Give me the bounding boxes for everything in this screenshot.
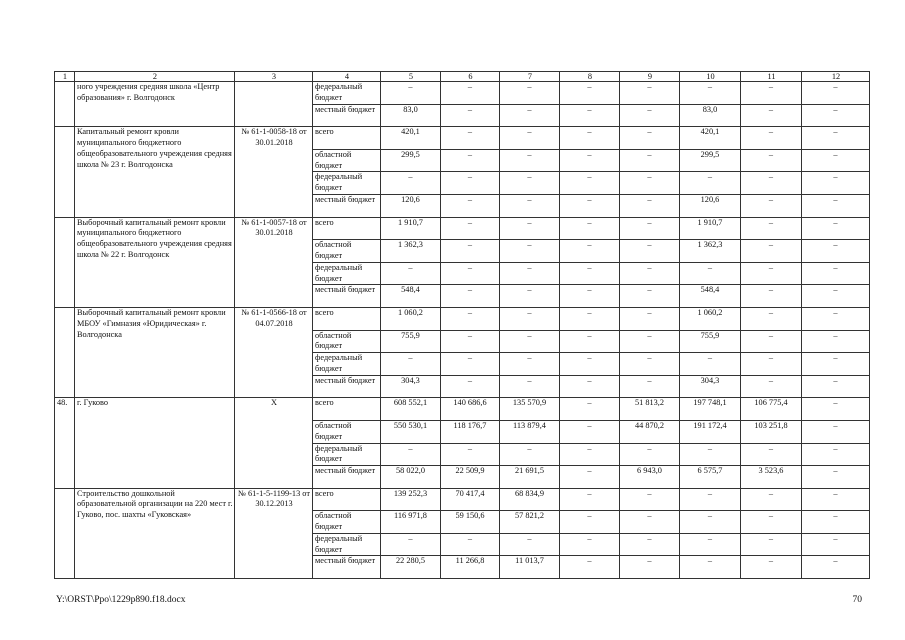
value-cell: –	[680, 556, 741, 579]
value-cell: –	[680, 488, 741, 511]
value-cell: –	[441, 172, 500, 195]
value-cell: –	[620, 104, 680, 127]
value-cell: –	[500, 127, 560, 150]
value-cell: 6 943,0	[620, 466, 680, 489]
value-cell: –	[381, 172, 441, 195]
column-header: 2	[75, 72, 235, 82]
value-cell: –	[381, 353, 441, 376]
funding-source: всего	[313, 488, 381, 511]
value-cell: 299,5	[680, 149, 741, 172]
value-cell: –	[620, 556, 680, 579]
value-cell: –	[741, 285, 802, 308]
footer-file-path: Y:\ORST\Ppo\1229p890.f18.docx	[56, 595, 186, 605]
column-header: 5	[381, 72, 441, 82]
value-cell: 755,9	[381, 330, 441, 353]
value-cell: –	[560, 330, 620, 353]
value-cell: –	[620, 375, 680, 398]
value-cell: –	[802, 104, 870, 127]
funding-source: областной бюджет	[313, 330, 381, 353]
value-cell: –	[741, 82, 802, 105]
value-cell: 103 251,8	[741, 420, 802, 443]
value-cell: –	[741, 353, 802, 376]
value-cell: –	[802, 466, 870, 489]
funding-source: федеральный бюджет	[313, 353, 381, 376]
value-cell: –	[802, 217, 870, 240]
value-cell: –	[500, 330, 560, 353]
value-cell: –	[741, 443, 802, 466]
value-cell: 548,4	[381, 285, 441, 308]
column-header-row	[55, 72, 870, 82]
value-cell: –	[802, 330, 870, 353]
value-cell: –	[802, 398, 870, 421]
value-cell: –	[741, 488, 802, 511]
value-cell: 420,1	[381, 127, 441, 150]
row-number	[55, 488, 75, 578]
value-cell: –	[441, 533, 500, 556]
value-cell: –	[500, 285, 560, 308]
value-cell: –	[802, 488, 870, 511]
funding-source: федеральный бюджет	[313, 443, 381, 466]
column-header: 4	[313, 72, 381, 82]
value-cell: –	[741, 240, 802, 263]
value-cell: 139 252,3	[381, 488, 441, 511]
column-header: 7	[500, 72, 560, 82]
value-cell: –	[620, 240, 680, 263]
object-name: г. Гуково	[75, 398, 235, 488]
value-cell: –	[741, 330, 802, 353]
value-cell: –	[741, 511, 802, 534]
table-row	[55, 217, 870, 240]
value-cell: –	[741, 262, 802, 285]
value-cell: –	[500, 149, 560, 172]
value-cell: –	[441, 149, 500, 172]
value-cell: –	[741, 217, 802, 240]
value-cell: –	[620, 217, 680, 240]
value-cell: –	[741, 172, 802, 195]
value-cell: –	[802, 194, 870, 217]
value-cell: 118 176,7	[441, 420, 500, 443]
value-cell: –	[741, 307, 802, 330]
value-cell: –	[441, 82, 500, 105]
value-cell: 70 417,4	[441, 488, 500, 511]
value-cell: –	[560, 398, 620, 421]
funding-source: всего	[313, 127, 381, 150]
funding-source: местный бюджет	[313, 104, 381, 127]
value-cell: –	[560, 533, 620, 556]
value-cell: –	[441, 443, 500, 466]
table-row	[55, 307, 870, 330]
value-cell: –	[620, 127, 680, 150]
value-cell: 113 879,4	[500, 420, 560, 443]
value-cell: –	[802, 82, 870, 105]
value-cell: –	[560, 262, 620, 285]
value-cell: –	[680, 533, 741, 556]
value-cell: –	[560, 375, 620, 398]
funding-source: областной бюджет	[313, 240, 381, 263]
object-name: ного учреждения средняя школа «Центр образования» г. Волгодонск	[75, 82, 235, 127]
funding-source: всего	[313, 217, 381, 240]
value-cell: 22 509,9	[441, 466, 500, 489]
column-header: 6	[441, 72, 500, 82]
page-number: 70	[852, 595, 862, 605]
value-cell: 1 362,3	[680, 240, 741, 263]
value-cell: –	[680, 82, 741, 105]
value-cell: –	[441, 240, 500, 263]
row-number	[55, 127, 75, 217]
value-cell: –	[381, 82, 441, 105]
value-cell: –	[441, 375, 500, 398]
value-cell: 548,4	[680, 285, 741, 308]
value-cell: –	[560, 127, 620, 150]
value-cell: 191 172,4	[680, 420, 741, 443]
value-cell: –	[560, 285, 620, 308]
value-cell: 420,1	[680, 127, 741, 150]
value-cell: –	[802, 375, 870, 398]
value-cell: 11 013,7	[500, 556, 560, 579]
funding-source: федеральный бюджет	[313, 82, 381, 105]
column-header: 3	[235, 72, 313, 82]
column-header: 8	[560, 72, 620, 82]
row-number	[55, 82, 75, 127]
value-cell: –	[560, 104, 620, 127]
object-name: Капитальный ремонт кровли муниципального бюджетного общеобразовательного учреждения средняя школа № 23 г. Волгодонска	[75, 127, 235, 217]
value-cell: 11 266,8	[441, 556, 500, 579]
value-cell: 3 523,6	[741, 466, 802, 489]
value-cell: –	[620, 82, 680, 105]
value-cell: –	[802, 556, 870, 579]
table-row	[55, 488, 870, 511]
document-number: № 61-1-5-1199-13 от 30.12.2013	[235, 488, 313, 578]
value-cell: –	[500, 307, 560, 330]
object-name: Выборочный капитальный ремонт кровли МБОУ «Гимназия «Юридическая» г. Волгодонска	[75, 307, 235, 397]
funding-source: местный бюджет	[313, 194, 381, 217]
value-cell: –	[560, 443, 620, 466]
value-cell: 57 821,2	[500, 511, 560, 534]
object-name: Строительство дошкольной образовательной организации на 220 мест г. Гуково, пос. шахты «Гуковская»	[75, 488, 235, 578]
value-cell: –	[560, 149, 620, 172]
document-number: № 61-1-0057-18 от 30.01.2018	[235, 217, 313, 307]
value-cell: –	[500, 375, 560, 398]
value-cell: –	[741, 194, 802, 217]
value-cell: 83,0	[680, 104, 741, 127]
value-cell: 120,6	[680, 194, 741, 217]
value-cell: –	[620, 172, 680, 195]
value-cell: –	[560, 172, 620, 195]
funding-source: федеральный бюджет	[313, 533, 381, 556]
value-cell: –	[560, 82, 620, 105]
value-cell: 58 022,0	[381, 466, 441, 489]
value-cell: –	[620, 443, 680, 466]
value-cell: 1 060,2	[680, 307, 741, 330]
value-cell: –	[620, 149, 680, 172]
value-cell: –	[560, 488, 620, 511]
value-cell: –	[500, 353, 560, 376]
value-cell: –	[620, 533, 680, 556]
funding-source: местный бюджет	[313, 466, 381, 489]
budget-table	[54, 71, 870, 579]
value-cell: –	[441, 307, 500, 330]
value-cell: –	[620, 488, 680, 511]
value-cell: –	[441, 104, 500, 127]
value-cell: –	[802, 307, 870, 330]
value-cell: –	[741, 104, 802, 127]
value-cell: –	[500, 240, 560, 263]
value-cell: –	[680, 511, 741, 534]
value-cell: –	[620, 511, 680, 534]
value-cell: 550 530,1	[381, 420, 441, 443]
value-cell: –	[802, 262, 870, 285]
value-cell: –	[680, 443, 741, 466]
table-row	[55, 82, 870, 105]
column-header: 9	[620, 72, 680, 82]
value-cell: 608 552,1	[381, 398, 441, 421]
value-cell: –	[741, 127, 802, 150]
object-name: Выборочный капитальный ремонт кровли муниципального бюджетного общеобразовательного учреждения средняя школа № 22 г. Волгодонск	[75, 217, 235, 307]
value-cell: –	[500, 262, 560, 285]
document-number	[235, 82, 313, 127]
value-cell: –	[381, 443, 441, 466]
value-cell: –	[500, 194, 560, 217]
row-number	[55, 307, 75, 397]
funding-source: областной бюджет	[313, 420, 381, 443]
column-header: 12	[802, 72, 870, 82]
value-cell: –	[500, 443, 560, 466]
value-cell: –	[741, 375, 802, 398]
value-cell: –	[500, 533, 560, 556]
value-cell: –	[741, 149, 802, 172]
value-cell: 51 813,2	[620, 398, 680, 421]
value-cell: –	[802, 127, 870, 150]
value-cell: 304,3	[680, 375, 741, 398]
value-cell: –	[620, 285, 680, 308]
value-cell: 1 910,7	[381, 217, 441, 240]
value-cell: –	[441, 194, 500, 217]
value-cell: –	[802, 420, 870, 443]
value-cell: –	[381, 533, 441, 556]
row-number: 48.	[55, 398, 75, 488]
value-cell: –	[680, 172, 741, 195]
value-cell: –	[680, 353, 741, 376]
value-cell: –	[802, 533, 870, 556]
value-cell: –	[680, 262, 741, 285]
funding-source: местный бюджет	[313, 556, 381, 579]
value-cell: 22 280,5	[381, 556, 441, 579]
value-cell: 304,3	[381, 375, 441, 398]
value-cell: 1 910,7	[680, 217, 741, 240]
funding-source: федеральный бюджет	[313, 262, 381, 285]
value-cell: 116 971,8	[381, 511, 441, 534]
document-number: № 61-1-0566-18 от 04.07.2018	[235, 307, 313, 397]
funding-source: федеральный бюджет	[313, 172, 381, 195]
funding-source: всего	[313, 398, 381, 421]
value-cell: 197 748,1	[680, 398, 741, 421]
value-cell: 106 775,4	[741, 398, 802, 421]
column-header: 1	[55, 72, 75, 82]
value-cell: –	[441, 330, 500, 353]
value-cell: –	[802, 353, 870, 376]
value-cell: –	[441, 353, 500, 376]
value-cell: –	[500, 82, 560, 105]
value-cell: –	[560, 420, 620, 443]
value-cell: –	[500, 217, 560, 240]
value-cell: 44 870,2	[620, 420, 680, 443]
funding-source: областной бюджет	[313, 511, 381, 534]
funding-source: местный бюджет	[313, 285, 381, 308]
value-cell: 120,6	[381, 194, 441, 217]
value-cell: 68 834,9	[500, 488, 560, 511]
table-row	[55, 127, 870, 150]
column-header: 10	[680, 72, 741, 82]
value-cell: –	[560, 217, 620, 240]
value-cell: –	[802, 240, 870, 263]
value-cell: 299,5	[381, 149, 441, 172]
value-cell: –	[620, 262, 680, 285]
value-cell: –	[381, 262, 441, 285]
value-cell: –	[560, 353, 620, 376]
value-cell: 135 570,9	[500, 398, 560, 421]
document-number: X	[235, 398, 313, 488]
value-cell: –	[441, 127, 500, 150]
funding-source: всего	[313, 307, 381, 330]
value-cell: –	[802, 172, 870, 195]
column-header: 11	[741, 72, 802, 82]
value-cell: 21 691,5	[500, 466, 560, 489]
value-cell: –	[620, 330, 680, 353]
document-number: № 61-1-0058-18 от 30.01.2018	[235, 127, 313, 217]
value-cell: 755,9	[680, 330, 741, 353]
value-cell: –	[620, 353, 680, 376]
value-cell: –	[560, 556, 620, 579]
funding-source: местный бюджет	[313, 375, 381, 398]
value-cell: –	[741, 556, 802, 579]
value-cell: 83,0	[381, 104, 441, 127]
value-cell: –	[620, 307, 680, 330]
value-cell: 59 150,6	[441, 511, 500, 534]
value-cell: –	[620, 194, 680, 217]
value-cell: 1 362,3	[381, 240, 441, 263]
value-cell: –	[560, 307, 620, 330]
value-cell: –	[441, 285, 500, 308]
value-cell: –	[802, 511, 870, 534]
value-cell: 6 575,7	[680, 466, 741, 489]
value-cell: –	[802, 443, 870, 466]
value-cell: –	[560, 511, 620, 534]
value-cell: –	[441, 262, 500, 285]
value-cell: –	[560, 194, 620, 217]
table-row	[55, 398, 870, 421]
value-cell: –	[500, 104, 560, 127]
value-cell: –	[441, 217, 500, 240]
value-cell: –	[741, 533, 802, 556]
value-cell: 140 686,6	[441, 398, 500, 421]
value-cell: –	[802, 285, 870, 308]
value-cell: 1 060,2	[381, 307, 441, 330]
value-cell: –	[560, 240, 620, 263]
value-cell: –	[500, 172, 560, 195]
row-number	[55, 217, 75, 307]
value-cell: –	[802, 149, 870, 172]
value-cell: –	[560, 466, 620, 489]
funding-source: областной бюджет	[313, 149, 381, 172]
